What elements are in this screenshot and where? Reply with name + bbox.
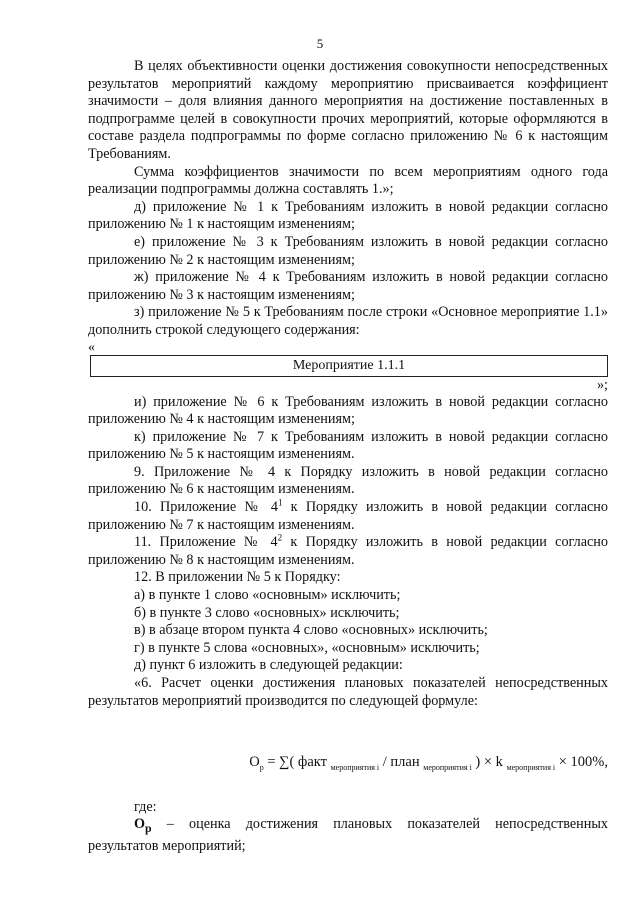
paragraph-6: «6. Расчет оценки достижения плановых показателей непосредственных результатов мероприятий производится по следующей формуле: [88,675,608,709]
where-label: где: [134,798,157,815]
page-number: 5 [316,36,324,51]
item-k: к) приложение № 7 к Требованиям изложить в новой редакции согласно приложению № 5 к настоящим изменениям. [88,428,608,463]
formula-subscript-3: мероприятия i [506,763,556,773]
definition-text: – оценка достижения плановых показателей непосредственных результатов мероприятий; [88,816,608,854]
item-10-part-b: к Порядку изложить в новой редакции согласно приложению № 7 к настоящим изменениям. [88,499,608,533]
item-11 [88,534,608,569]
item-zh: ж) приложение № 4 к Требованиям изложить в новой редакции согласно приложению № 3 к настоящим изменениям; [88,269,608,303]
item-11-superscript: 2 [277,532,283,543]
sub-item-a: а) в пункте 1 слово «основным» исключить; [134,587,401,604]
formula-eq: = ∑( факт [263,754,331,771]
item-z: з) приложение № 5 к Требованиям после строки «Основное мероприятие 1.1» дополнить строкой следующего содержания: [88,304,608,338]
formula-tail: × 100%, [555,754,608,771]
definition-symbol: О [134,816,146,833]
item-d: д) приложение № 1 к Требованиям изложить в новой редакции согласно приложению № 1 к настоящим изменениям; [88,198,608,233]
formula [88,754,608,776]
formula-subscript-2: мероприятия i [423,763,472,773]
item-10-part-a: 10. Приложение № 4 [134,499,278,516]
item-e: е) приложение № 3 к Требованиям изложить в новой редакции согласно приложению № 2 к настоящим изменениям; [88,233,608,268]
quote-close: »; [596,376,608,393]
item-11-part-b: к Порядку изложить в новой редакции согласно приложению № 8 к настоящим изменениям. [88,534,608,568]
definition-symbol-subscript: р [145,821,152,836]
formula-mid: / план [379,754,424,771]
sub-item-b: б) в пункте 3 слово «основных» исключить; [134,604,400,621]
quote-open: « [88,339,95,355]
table-row-label: Мероприятие 1.1.1 [292,357,406,373]
sub-item-d: д) пункт 6 изложить в следующей редакции: [134,657,403,674]
formula-lhs-subscript: р [259,763,264,773]
formula-subscript-1: мероприятия i [330,763,380,773]
item-i: и) приложение № 6 к Требованиям изложить в новой редакции согласно приложению № 4 к настоящим изменениям; [88,393,608,428]
sub-item-g: г) в пункте 5 слова «основных», «основным» исключить; [134,639,480,656]
paragraph-sum: Сумма коэффициентов значимости по всем мероприятиям одного года реализации подпрограммы должна составлять 1.»; [88,163,608,198]
formula-close: ) × k [471,754,507,771]
document-body [88,58,608,855]
item-10-superscript: 1 [277,497,283,508]
item-12: 12. В приложении № 5 к Порядку: [134,569,341,586]
definition-op [88,816,608,855]
sub-item-v: в) в абзаце втором пункта 4 слово «основных» исключить; [134,622,488,639]
paragraph-intro: В целях объективности оценки достижения совокупности непосредственных результатов мероприятий каждому мероприятию присваивается коэффициент значимости – доля влияния данного мероприятия на достижение поставленных в подпрограмме целей в совокупности прочих мероприятий, которые оформляются в составе раздела подпрограммы по форме согласно приложению № 6 к настоящим Требованиям. [88,58,608,162]
table-row-box [90,355,608,377]
item-9: 9. Приложение № 4 к Порядку изложить в новой редакции согласно приложению № 6 к настоящим изменениям. [88,463,608,498]
item-11-part-a: 11. Приложение № 4 [134,534,278,551]
item-10 [88,499,608,534]
formula-lhs: О [249,754,260,771]
